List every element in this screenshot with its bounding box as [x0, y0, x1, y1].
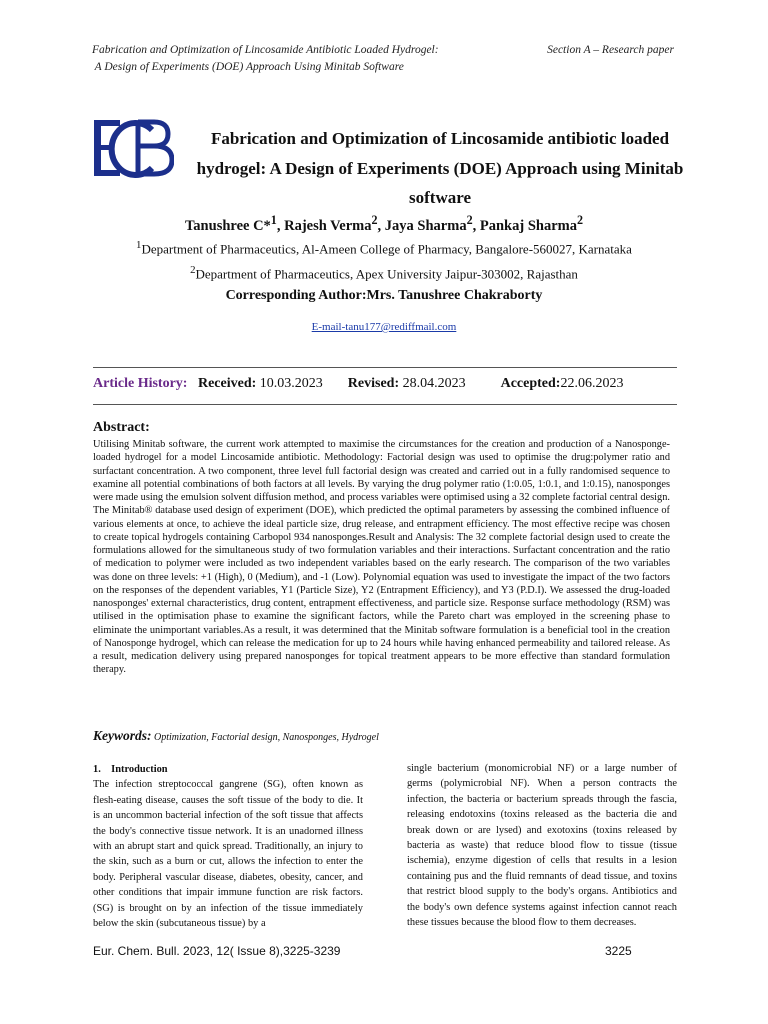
- intro-heading: 1. Introduction: [93, 764, 168, 775]
- revised-date: 28.04.2023: [402, 376, 466, 391]
- ecb-logo-icon: [94, 116, 174, 180]
- author-3: Jaya Sharma$^2$,: [384, 213, 480, 234]
- footer-citation: Eur. Chem. Bull. 2023, 12( Issue 8),3225-3239: [93, 944, 341, 958]
- intro-right-text: single bacterium (monomicrobial NF) or a large number of germs (polymicrobial NF). When a person contracts the infection, the bacteria or bacterium spreads through the fascia, releasing endotoxins (toxins released as the bacteria die and break down or are lysed) and exotoxins (toxins released by bacteria as waste) that reduce blood flow to tissue (tissue ischemia), enzyme digestion of cells that results in a lesion containing pus and the fluid remnants of dead tissue, and toxins that restrict blood supply to the body's organs. Antibiotics and the body's own defence systems against infection cannot reach these tissues because the blood flow to them decreases.: [407, 763, 677, 929]
- keywords-list: Optimization, Factorial design, Nanosponges, Hydrogel: [154, 732, 379, 743]
- revised-label: Revised:: [347, 376, 400, 391]
- running-header: [92, 42, 682, 76]
- affiliation-1: $^1$Department of Pharmaceutics, Al-Ameen College of Pharmacy, Bangalore-560027, Karnataka: [136, 239, 632, 257]
- article-history: [93, 376, 683, 392]
- paper-title: Fabrication and Optimization of Lincosamide antibiotic loaded hydrogel: A Design of Experiments (DOE) Approach using Minitab software: [196, 129, 684, 207]
- author-4: Pankaj Sharma$^2$: [479, 213, 584, 234]
- keywords-label: Keywords:: [93, 728, 152, 743]
- intro-left-text: The infection streptococcal gangrene (SG), often known as flesh-eating disease, causes the soft tissue of the body to die. It is an uncommon bacterial infection of the soft tissue that affects the body's connective tissue network. It is an unadorned illness with an abrupt start and quick spread. Traditionally, an injury to the skin, such as a burn or cut, allows the infection to enter the body. Peripheral vascular disease, diabetes, obesity, cancer, and other conditions that impair immune function are risk factors. (SG) is brought on by an infection of the tissue immediately below the skin (subcutaneous tissue) by a: [93, 779, 363, 930]
- received-date: 10.03.2023: [259, 376, 323, 391]
- intro-column-left: [93, 762, 363, 931]
- accepted-label: Accepted:: [500, 376, 561, 391]
- abstract-text: Utilising Minitab software, the current work attempted to maximise the circumstances for the creation and production of a Nanosponge-loaded hydrogel for a model Lincosamide antibiotic. Methodology: Factorial design was used to optimise the drug:polymer ratio and surfactant concentration. A two component, three level full factorial design was created and carried out in a fully randomised sequence to examine all potential combinations of both factors at all levels. By varying the drug polymer ratio (1:0.05, 1:0.1, and 1:0.15), nanosponges were made using the emulsion solvent diffusion method, and process variables were optimised using a 32 complete factorial central design. The Minitab® database used design of experiment (DOE), which predicted the optimal parameters by assessing the combined influence of various elements at once, to achieve the ideal particle size, drug release, and entrapment efficiency. The most effective recipe was chosen to create topical hydrogels containing Carbopol 934 nanosponges.Result and Analysis: The 32 complete factorial design used to create the formulations allowed for the simultaneous study of two formulation variables and their interactions. Surfactant concentration and the ratio of medication to polymer were included as two independent variables based on the early research. The comparison of the two variables was done on three levels: +1 (High), 0 (Medium), and -1 (Low). Polynomial equation was used to investigate the impact of the two factors on the responses of the dependent variables, Y1 (Particle Size), Y2 (Entrapment Efficiency), and Y3 (P.D.I). We assessed the drug-loaded nanosponges' external characteristics, drug content, entrapment effectiveness, and particle size. Response surface methodology (RSM) was utilised in the optimisation phase to examine the significant factors, while the Pareto chart was employed in the screening phase to eliminate the unimportant variables.As a result, it was determined that the Minitab software formulation is a beneficial tool in the creation of Nanosponge hydrogel, which can release the medication for up to 24 hours while having enhanced permeability and tailored release. As a result, medication delivery using prepared nanosponges for topical treatment appears to be more effective than standard formulation therapy.: [93, 439, 670, 676]
- accepted-date: 22.06.2023: [560, 376, 624, 391]
- section-label: Section A – Research paper: [547, 44, 674, 56]
- affiliation-2: $^2$Department of Pharmaceutics, Apex University Jaipur-303002, Rajasthan: [190, 264, 578, 282]
- running-title-line-1: Fabrication and Optimization of Lincosamide Antibiotic Loaded Hydrogel:: [92, 44, 439, 56]
- history-label: Article History:: [93, 376, 188, 391]
- received-label: Received:: [197, 376, 257, 391]
- divider-top: [93, 367, 677, 368]
- corresponding-author: Corresponding Author:Mrs. Tanushree Chakraborty: [225, 288, 543, 303]
- email-link[interactable]: E-mail-tanu177@rediffmail.com: [311, 321, 457, 333]
- intro-column-right: [407, 761, 677, 930]
- keywords: [93, 728, 379, 744]
- abstract-heading: Abstract:: [93, 420, 150, 435]
- author-list: [0, 213, 768, 235]
- running-title-line-2: A Design of Experiments (DOE) Approach Using Minitab Software: [92, 61, 404, 73]
- page-number: 3225: [605, 944, 632, 958]
- author-1: Tanushree C*$^1$,: [184, 213, 285, 234]
- divider-bottom: [93, 404, 677, 405]
- journal-logo: [94, 116, 174, 180]
- author-2: Rajesh Verma$^2$,: [284, 213, 385, 234]
